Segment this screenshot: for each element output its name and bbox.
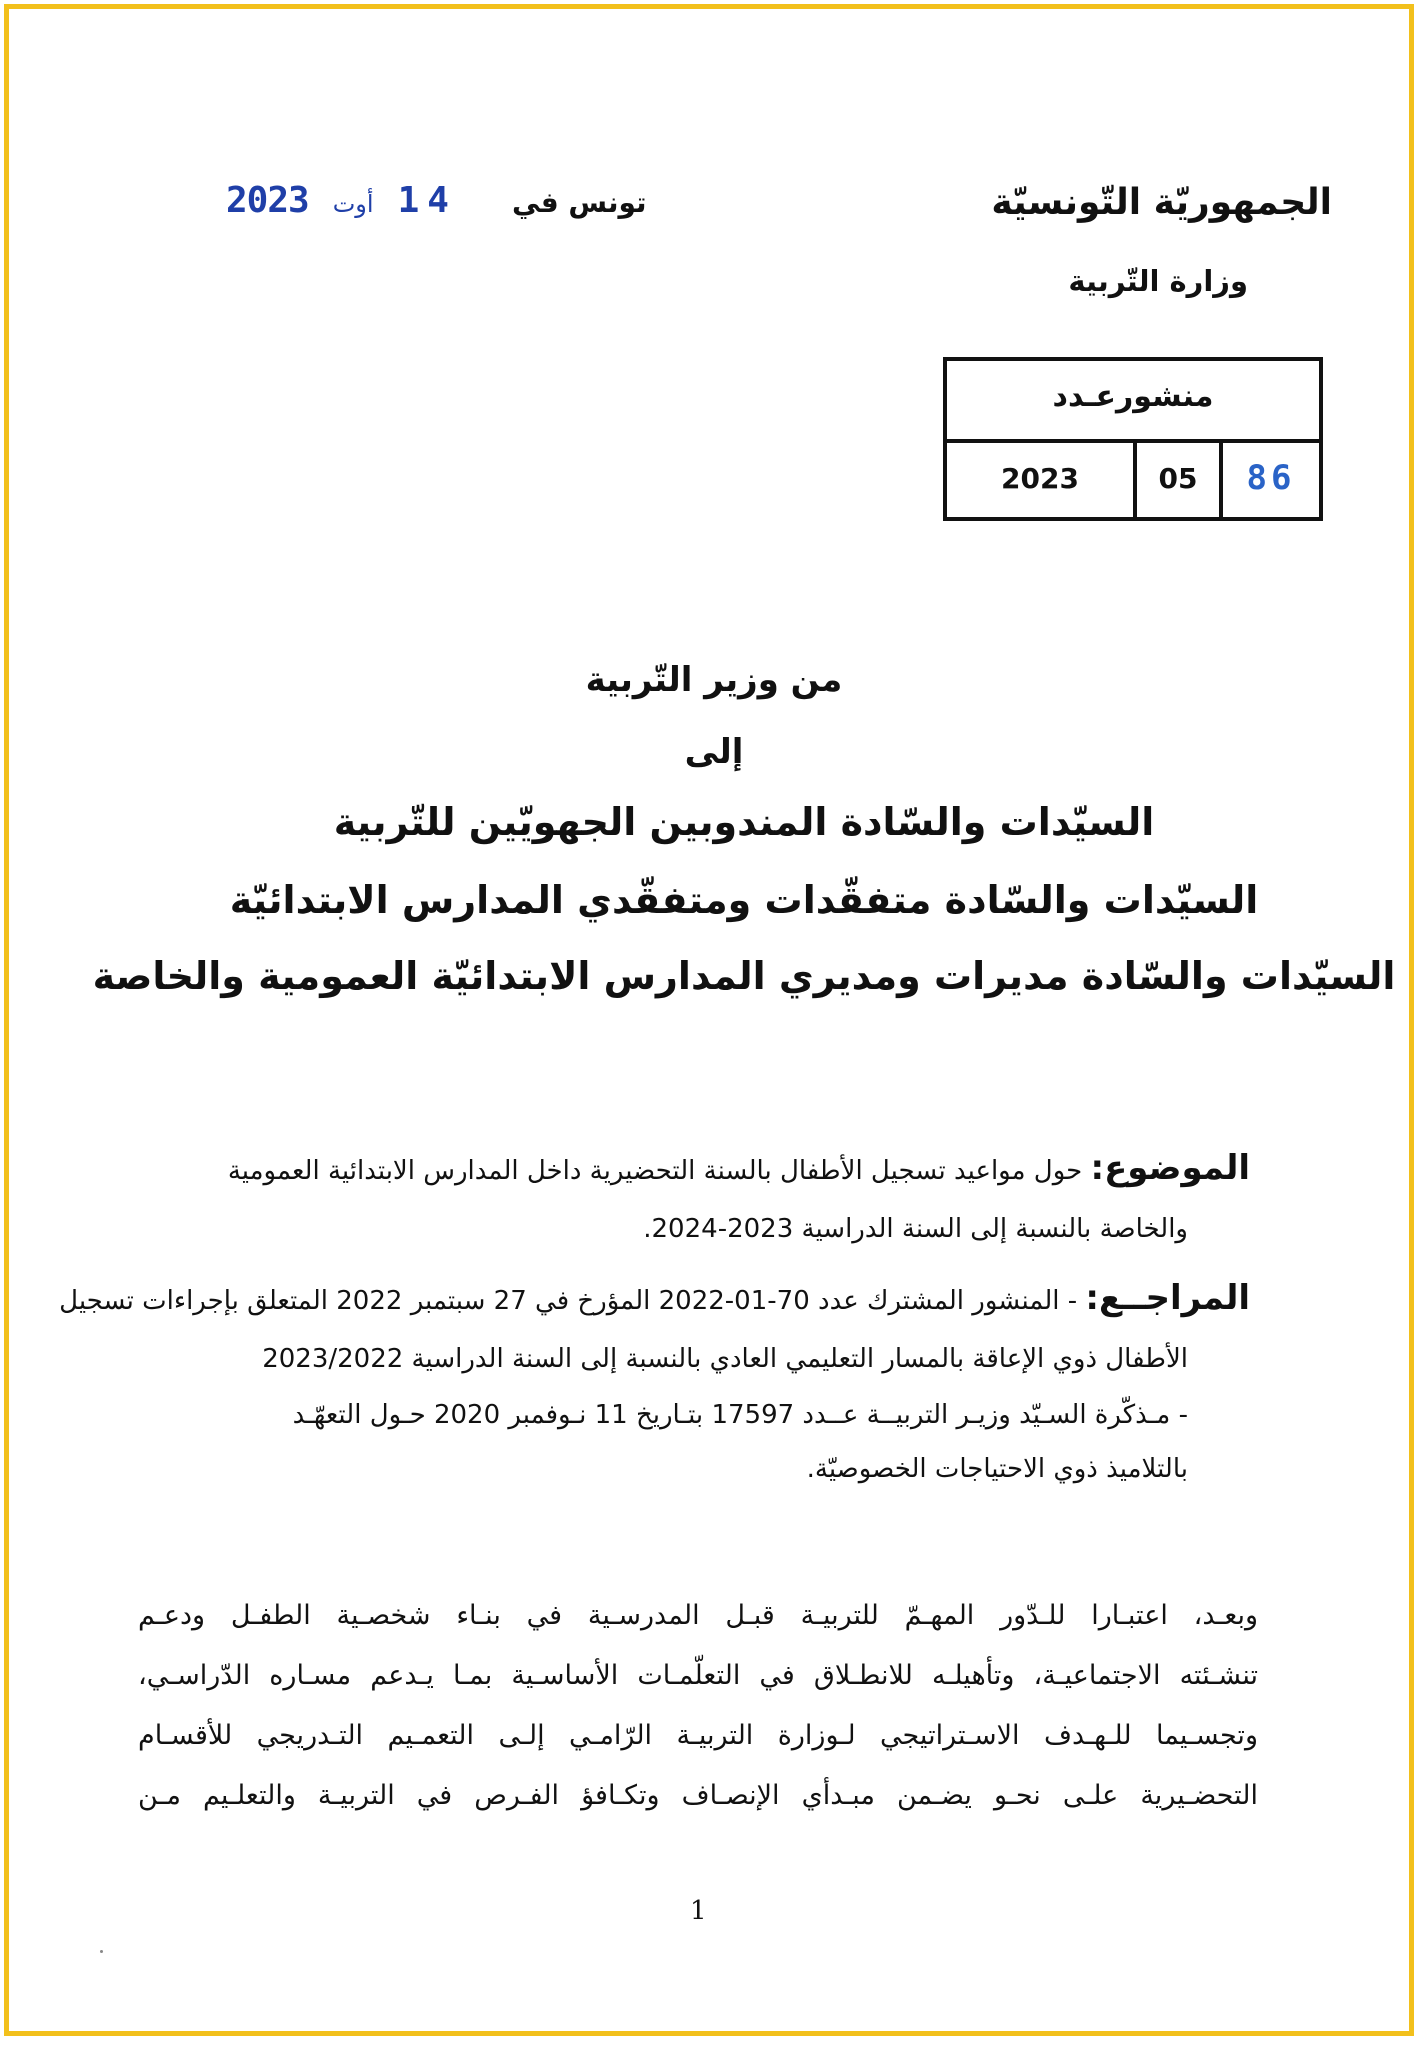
body-paragraph xyxy=(138,1586,1258,1826)
body-line: التحضـيرية علـى نحـو يضـمن مبـدأي الإنصـاف وتكـافؤ الفـرص في التربيـة والتعلـيم مـن xyxy=(138,1780,1258,1811)
references-label: المراجــع: xyxy=(1085,1278,1250,1318)
publication-year: 2023 xyxy=(947,439,1137,517)
date-stamp xyxy=(226,180,457,221)
addressee-line-1: السيّدات والسّادة المندوبين الجهويّين للتّربية xyxy=(333,800,1155,844)
reference-line-4: بالتلاميذ ذوي الاحتياجات الخصوصيّة. xyxy=(806,1454,1188,1484)
addressee-line-2: السيّدات والسّادة متفقّدات ومتفقّدي المدارس الابتدائيّة xyxy=(229,878,1259,922)
date-month: أوت xyxy=(332,190,374,218)
to-line: إلى xyxy=(684,732,744,772)
place-label: تونس في xyxy=(512,186,647,219)
subject-text-1: حول مواعيد تسجيل الأطفال بالسنة التحضيرية داخل المدارس الابتدائية العمومية xyxy=(227,1156,1083,1186)
body-line: وبعـد، اعتبـارا للـدّور المهـمّ للتربيـة قبـل المدرسـية في بنـاء شخصـية الطفـل ودعـم xyxy=(138,1600,1258,1631)
scan-speck xyxy=(100,1950,103,1953)
body-line: وتجسـيما للـهـدف الاسـتراتيجي لـوزارة التربيـة الرّامـي إلـى التعمـيم التـدريجي للأقسـام xyxy=(138,1720,1258,1751)
subject-line-2: والخاصة بالنسبة إلى السنة الدراسية 2023-2024. xyxy=(643,1214,1188,1244)
reference-line-1 xyxy=(59,1278,1250,1318)
publication-box xyxy=(943,357,1323,521)
subject-label: الموضوع: xyxy=(1090,1148,1250,1188)
addressee-line-3: السيّدات والسّادة مديرات ومديري المدارس الابتدائيّة العمومية والخاصة xyxy=(92,954,1396,998)
reference-text-1: - المنشور المشترك عدد 70-01-2022 المؤرخ في 27 سبتمبر 2022 المتعلق بإجراءات تسجيل xyxy=(59,1286,1078,1316)
ministry-heading: وزارة التّربية xyxy=(1068,264,1248,298)
publication-number: 86 xyxy=(1246,458,1296,498)
body-line: تنشـئته الاجتماعيـة، وتأهيلـه للانطـلاق في التعلّمـات الأساسـية بمـا يـدعم مسـاره الدّراسـي، xyxy=(138,1660,1258,1691)
publication-title: منشورعـدد xyxy=(947,361,1319,443)
republic-heading: الجمهوريّة التّونسيّة xyxy=(991,182,1332,223)
subject-line-1 xyxy=(228,1148,1250,1188)
page-number: 1 xyxy=(690,1896,707,1926)
reference-line-2: الأطفال ذوي الإعاقة بالمسار التعليمي العادي بالنسبة إلى السنة الدراسية 2023/2022 xyxy=(262,1344,1188,1374)
publication-month: 05 xyxy=(1137,439,1223,517)
date-year: 2023 xyxy=(226,180,309,221)
date-day: 14 xyxy=(397,180,457,221)
sender-line: من وزير التّربية xyxy=(585,660,843,700)
reference-line-3: - مـذكّرة السـيّد وزيـر التربيــة عــدد 17597 بتـاريخ 11 نـوفمبر 2020 حـول التعهّـد xyxy=(292,1400,1188,1430)
